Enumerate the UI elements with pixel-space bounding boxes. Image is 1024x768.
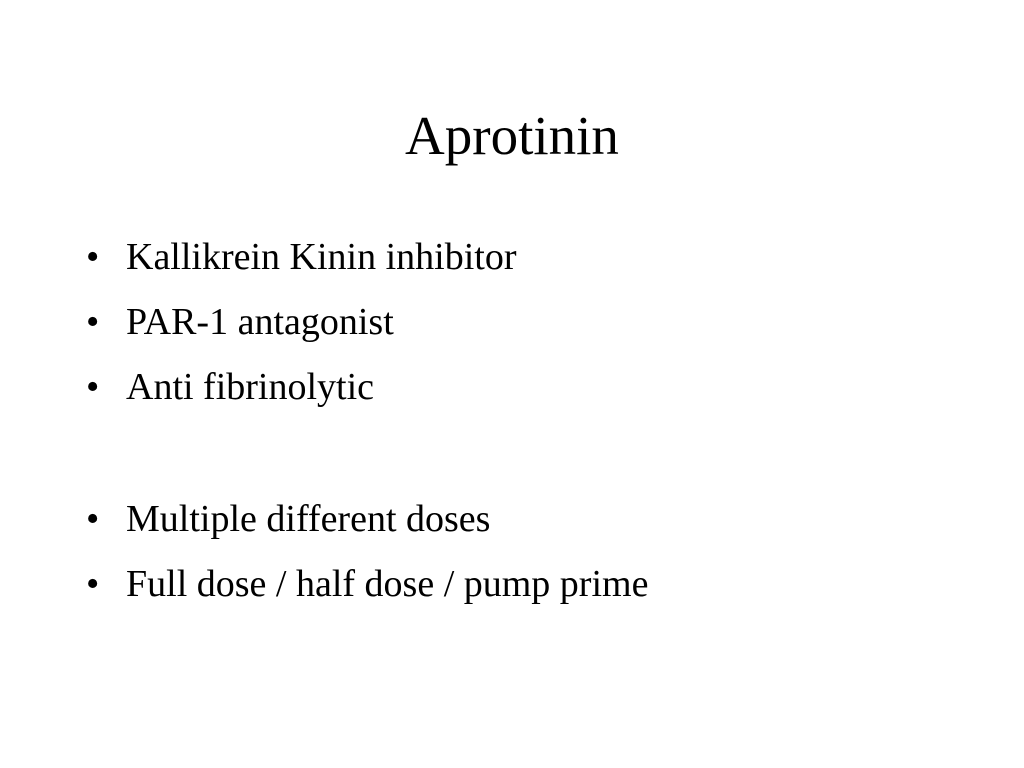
bullet-text: Multiple different doses xyxy=(126,498,491,540)
bullet-text: Anti fibrinolytic xyxy=(126,366,375,408)
bullet-icon: • xyxy=(86,301,100,343)
bullet-icon: • xyxy=(86,498,100,540)
bullet-icon: • xyxy=(86,236,100,278)
bullet-icon: • xyxy=(86,563,100,605)
bullet-text: Full dose / half dose / pump prime xyxy=(126,563,649,605)
slide-title: Aprotinin xyxy=(405,105,619,166)
bullet-icon: • xyxy=(86,366,100,408)
bullet-text: Kallikrein Kinin inhibitor xyxy=(126,236,517,278)
bullet-text: PAR-1 antagonist xyxy=(126,301,394,343)
